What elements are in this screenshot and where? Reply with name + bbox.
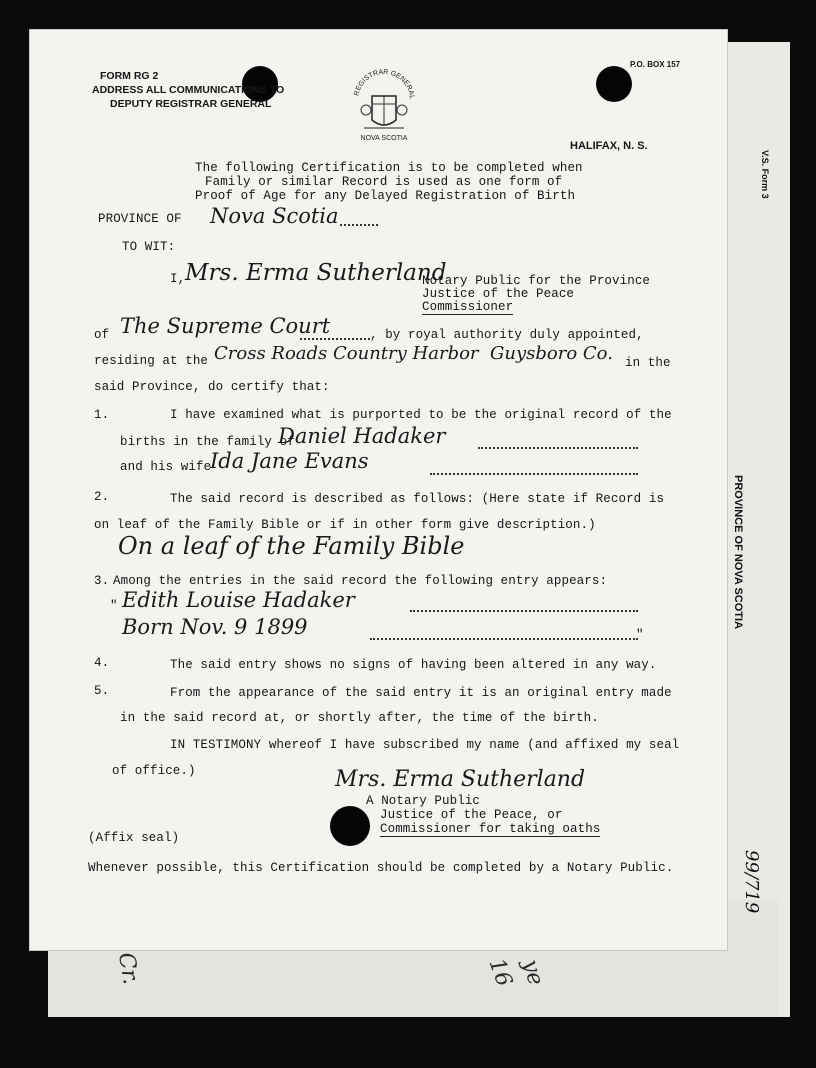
address-line-1: ADDRESS ALL COMMUNICATIONS TO <box>92 84 285 96</box>
item-4-number: 4. <box>94 656 110 670</box>
item-2-text-b: on leaf of the Family Bible or if in other form give description.) <box>94 518 596 532</box>
intro-line-2: Family or similar Record is used as one form of <box>205 175 563 189</box>
dotted-line <box>410 610 638 612</box>
of-suffix: , by royal authority duly appointed, <box>370 328 644 342</box>
item-1-text: I have examined what is purported to be the original record of the <box>170 408 672 422</box>
dotted-line <box>370 638 638 640</box>
svg-text:NOVA SCOTIA: NOVA SCOTIA <box>360 135 408 142</box>
signature: Mrs. Erma Sutherland <box>335 767 586 792</box>
item-5-number: 5. <box>94 684 110 698</box>
po-box: P.O. BOX 157 <box>630 60 681 69</box>
residence-value: Cross Roads Country Harbor <box>214 343 479 364</box>
dotted-line <box>478 447 638 449</box>
punch-hole <box>596 66 632 102</box>
svg-text:REGISTRAR GENERAL: REGISTRAR GENERAL <box>353 68 416 100</box>
quote-close: " <box>636 628 644 642</box>
certify-line: said Province, do certify that: <box>94 380 330 394</box>
item-1-wife: and his wife <box>120 460 212 474</box>
intro-line-1: The following Certification is to be completed when <box>195 161 583 175</box>
province-value: Nova Scotia <box>210 204 339 228</box>
province-label: PROVINCE OF <box>98 212 182 226</box>
dotted-line <box>300 338 370 340</box>
bleed-handwriting: Cr. <box>112 950 144 987</box>
declarant-prefix: I, <box>170 272 186 286</box>
item-1-number: 1. <box>94 408 110 422</box>
certificate-page <box>30 30 727 950</box>
side-file-number: 99/719 <box>741 850 762 914</box>
of-label: of <box>94 328 110 342</box>
punch-hole <box>330 806 370 846</box>
bleed-handwriting: ye <box>517 956 549 989</box>
signatory-title-1: A Notary Public <box>366 794 481 808</box>
footer-note: Whenever possible, this Certification should be completed by a Notary Public. <box>88 861 674 875</box>
item-2-number: 2. <box>94 490 110 504</box>
entry-name: Edith Louise Hadaker <box>122 588 355 612</box>
signatory-title-3: Commissioner for taking oaths <box>380 822 601 836</box>
entry-born: Born Nov. 9 1899 <box>122 615 308 639</box>
item-2-text: The said record is described as follows: (Here state if Record is <box>170 492 665 506</box>
item-4-text: The said entry shows no signs of having been altered in any way. <box>170 658 657 672</box>
signatory-title-2: Justice of the Peace, or <box>380 808 563 822</box>
item-5-text-b: in the said record at, or shortly after, the time of the birth. <box>120 711 599 725</box>
form-number: FORM RG 2 <box>100 70 159 82</box>
side-form-label: V.S. Form 3 <box>760 150 770 199</box>
father-name: Daniel Hadaker <box>278 424 446 448</box>
to-wit: TO WIT: <box>122 240 176 254</box>
item-3-number: 3. <box>94 574 110 588</box>
residing-label: residing at the <box>94 354 209 368</box>
title-justice: Justice of the Peace <box>422 287 575 301</box>
testimony-line-1: IN TESTIMONY whereof I have subscribed my name (and affixed my seal <box>170 738 680 752</box>
affix-seal: (Affix seal) <box>88 831 180 845</box>
dotted-line <box>430 473 638 475</box>
residing-suffix: in the <box>625 356 671 370</box>
item-5-text: From the appearance of the said entry it is an original entry made <box>170 686 672 700</box>
court-name: The Supreme Court <box>120 314 331 338</box>
dotted-line <box>340 224 378 226</box>
side-province-label: PROVINCE OF NOVA SCOTIA <box>732 475 744 630</box>
quote-open: " <box>110 599 118 613</box>
item-3-text: Among the entries in the said record the following entry appears: <box>113 574 608 588</box>
address-line-2: DEPUTY REGISTRAR GENERAL <box>110 98 272 110</box>
item-1-births: births in the family of <box>120 435 295 449</box>
record-description: On a leaf of the Family Bible <box>118 532 465 560</box>
testimony-line-2: of office.) <box>112 764 196 778</box>
bleed-handwriting: 16 <box>483 955 517 990</box>
registrar-seal-emblem <box>350 64 418 150</box>
declarant-name: Mrs. Erma Sutherland <box>185 260 447 286</box>
intro-line-3: Proof of Age for any Delayed Registration of Birth <box>195 189 576 203</box>
city: HALIFAX, N. S. <box>570 140 648 152</box>
title-notary: Notary Public for the Province <box>422 274 651 288</box>
county-value: Guysboro Co. <box>490 343 613 364</box>
title-commissioner: Commissioner <box>422 300 514 314</box>
mother-name: Ida Jane Evans <box>210 449 369 473</box>
